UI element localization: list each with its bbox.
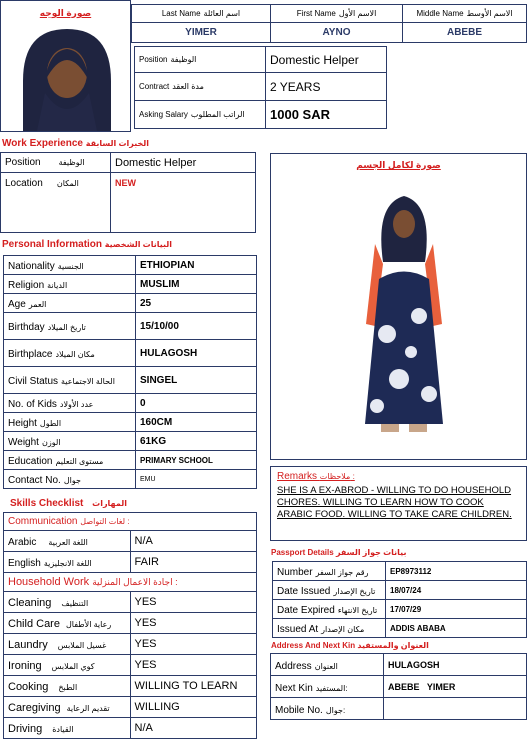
english-value: FAIR (130, 552, 257, 573)
last-name-value: YIMER (132, 23, 271, 43)
middle-name-value: ABEBE (403, 23, 527, 43)
skills-title: Skills Checklist المهارات (10, 498, 127, 509)
passport-number-label: Number رقم جواز السفر (273, 562, 386, 581)
work-experience-title: Work Experience الخبرات السابقة (2, 138, 150, 149)
kids-label: No. of Kids عدد الأولاد (4, 394, 136, 413)
passport-number-value: EP8973112 (386, 562, 527, 581)
face-photo-frame (0, 0, 131, 132)
household-title: Household Work اجادة الاعمال المنزلية : (4, 573, 257, 592)
address-title: Address And Next Kin العنوان والمستفيد (271, 641, 429, 650)
child-care-value: YES (130, 613, 257, 634)
remarks-text: SHE IS A EX-ABROD - WILLING TO DO HOUSEHOLD CHORES. WILLING TO LEARN HOW TO COOK ARABIC FOOD. WILLING TO TAKE CARE CHILDREN. (277, 485, 512, 520)
date-issued-value: 18/07/24 (386, 581, 527, 600)
laundry-label: Laundry غسيل الملابس (4, 634, 131, 655)
issued-at-label: Issued At مكان الإصدار (273, 619, 386, 638)
full-photo-frame (270, 153, 527, 460)
next-kin-label: Next Kin المستفيد: (271, 676, 384, 698)
face-photo (1, 21, 132, 131)
age-value: 25 (136, 294, 257, 313)
date-expired-label: Date Expired تاريخ الانتهاء (273, 600, 386, 619)
first-name-value: AYNO (271, 23, 403, 43)
civil-status-label: Civil Status الحالة الاجتماعية (4, 367, 136, 394)
exp-position-label: Position الوظيفة (1, 153, 111, 173)
experience-table (0, 152, 256, 233)
laundry-value: YES (130, 634, 257, 655)
birthday-label: Birthday تاريخ الميلاد (4, 313, 136, 340)
arabic-label: Arabic اللغة العربية (4, 531, 131, 552)
birthplace-value: HULAGOSH (136, 340, 257, 367)
height-value: 160CM (136, 413, 257, 432)
address-label: Address العنوان (271, 654, 384, 676)
face-photo-title: صورة الوجه (39, 8, 92, 18)
nationality-value: ETHIOPIAN (136, 256, 257, 275)
education-label: Education مستوى التعليم (4, 451, 136, 470)
english-label: English اللغة الانجليزية (4, 552, 131, 573)
ironing-label: Ironing كوي الملابس (4, 655, 131, 676)
skills-table (3, 512, 257, 739)
first-name-header: First Name الاسم الأول (271, 5, 403, 23)
driving-label: Driving القيادة (4, 718, 131, 739)
contact-label: Contact No. جوال (4, 470, 136, 489)
child-care-label: Child Care رعاية الأطفال (4, 613, 131, 634)
issued-at-value: ADDIS ABABA (386, 619, 527, 638)
salary-label: Asking Salary الراتب المطلوب (135, 101, 266, 129)
weight-value: 61KG (136, 432, 257, 451)
weight-label: Weight الوزن (4, 432, 136, 451)
full-photo (271, 184, 527, 454)
caregiving-label: Caregiving تقديم الرعاية (4, 697, 131, 718)
mobile-label: Mobile No. جوال: (271, 698, 384, 720)
full-photo-title: صورة لكامل الجسم (356, 160, 441, 170)
exp-location-label: Location المكان (1, 173, 111, 233)
position-label: Position الوظيفة (135, 47, 266, 73)
birthday-value: 15/10/00 (136, 313, 257, 340)
cleaning-label: Cleaning التنظيف (4, 592, 131, 613)
exp-position-value: Domestic Helper (111, 153, 256, 173)
communication-title: Communication لغات التواصل : (4, 513, 257, 531)
height-label: Height الطول (4, 413, 136, 432)
address-value: HULAGOSH (384, 654, 527, 676)
arabic-value: N/A (130, 531, 257, 552)
personal-table (3, 255, 257, 489)
ironing-value: YES (130, 655, 257, 676)
passport-title: Passport Details بيانات جواز السفر (271, 548, 407, 557)
religion-label: Religion الديانة (4, 275, 136, 294)
date-issued-label: Date Issued تاريخ الإصدار (273, 581, 386, 600)
date-expired-value: 17/07/29 (386, 600, 527, 619)
age-label: Age العمر (4, 294, 136, 313)
remarks-title: Remarks ملاحظات : (277, 471, 355, 482)
birthplace-label: Birthplace مكان الميلاد (4, 340, 136, 367)
caregiving-value: WILLING (130, 697, 257, 718)
cleaning-value: YES (130, 592, 257, 613)
driving-value: N/A (130, 718, 257, 739)
name-table (131, 4, 527, 43)
mobile-value (384, 698, 527, 720)
contract-label: Contract مدة العقد (135, 73, 266, 101)
nationality-label: Nationality الجنسية (4, 256, 136, 275)
religion-value: MUSLIM (136, 275, 257, 294)
passport-table (272, 561, 527, 638)
contract-value: 2 YEARS (266, 73, 387, 101)
salary-value: 1000 SAR (266, 101, 387, 129)
remarks-box (270, 466, 527, 541)
cooking-label: Cooking الطبخ (4, 676, 131, 697)
contact-value: EMU (136, 470, 257, 489)
exp-location-value: NEW (111, 173, 256, 233)
address-table (270, 653, 527, 720)
last-name-header: Last Name اسم العائلة (132, 5, 271, 23)
civil-status-value: SINGEL (136, 367, 257, 394)
cooking-value: WILLING TO LEARN (130, 676, 257, 697)
kids-value: 0 (136, 394, 257, 413)
education-value: PRIMARY SCHOOL (136, 451, 257, 470)
job-table (134, 46, 387, 129)
personal-info-title: Personal Information البيانات الشخصية (2, 239, 172, 250)
next-kin-value: ABEBE YIMER (384, 676, 527, 698)
middle-name-header: Middle Name الاسم الأوسط (403, 5, 527, 23)
position-value: Domestic Helper (266, 47, 387, 73)
